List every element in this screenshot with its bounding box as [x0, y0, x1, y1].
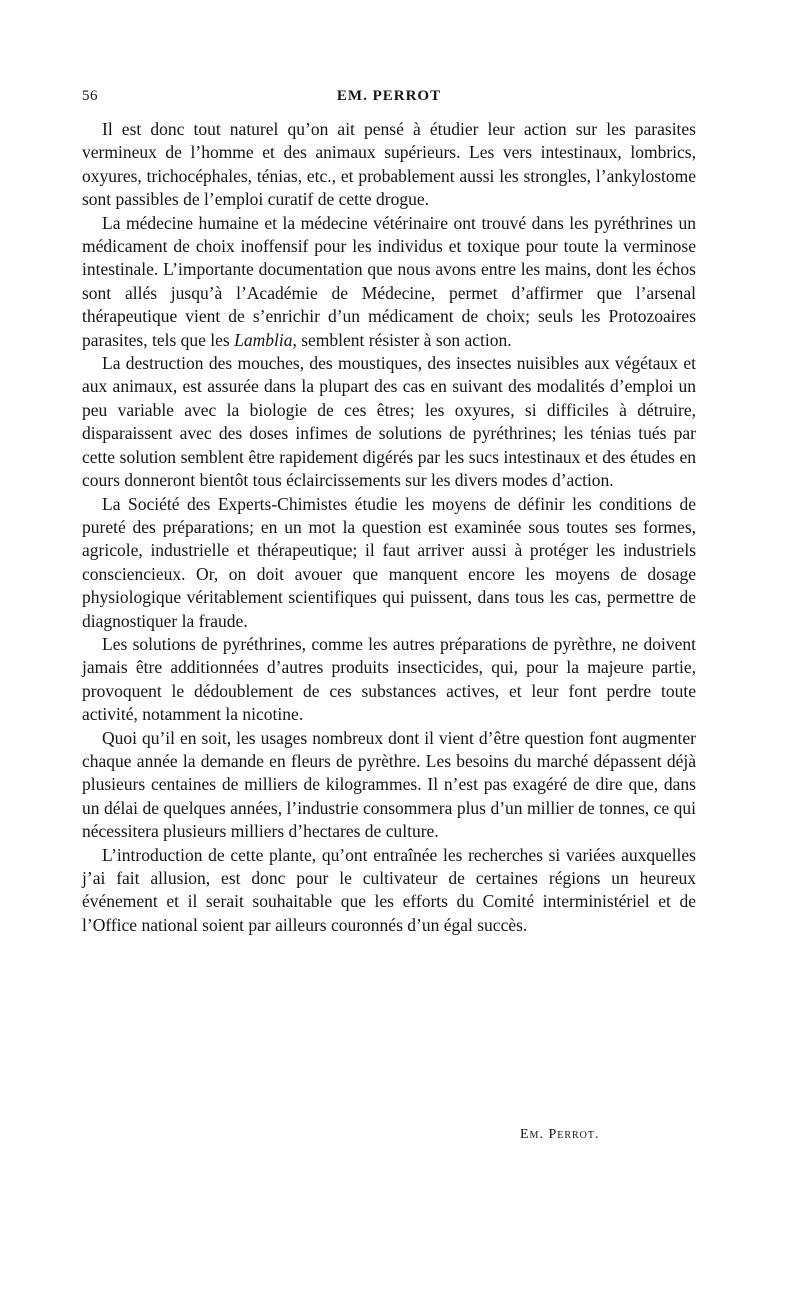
paragraph: L’introduction de cette plante, qu’ont entraînée les recherches si variées auxquelles j’ai fait allusion, est donc pour le cultivateur de certaines régions un heureux événement et il serait souhaitable que les efforts du Comité interministériel et de l’Office national soient par ailleurs couronnés d’un égal succès. [82, 844, 696, 935]
paragraph: La destruction des mouches, des moustiques, des insectes nuisibles aux végétaux et aux animaux, est assurée dans la plupart des cas en suivant des modalités d’emploi un peu variable avec la biologie de ces êtres; les oxyures, si difficiles à détruire, disparaissent avec des doses infimes de solutions de pyréthrines; les ténias tués par cette solution semblent être rapidement digérés par les sucs intestinaux et des études en cours donneront bientôt tous éclaircissements sur les divers modes d’action. [82, 353, 696, 491]
paragraph-text: La médecine humaine et la médecine vétérinaire ont trouvé dans les pyréthrines un médicament de choix inoffensif pour les individus et toxique pour toute la verminose intestinale. L’importante documentation que nous avons entre les mains, dont les échos sont allés jusqu’à l’Académie de Médecine, permet d’affirmer que l’arsenal thérapeutique vient de s’enrichir d’un médicament de choix; seuls les Protozoaires parasites, tels que les [82, 212, 696, 350]
paragraph: La Société des Experts-Chimistes étudie les moyens de définir les conditions de pureté des préparations; en un mot la question est examinée sous toutes ses formes, agricole, industrielle et thérapeutique; il faut arriver aussi à protéger les industriels consciencieux. Or, on doit avouer que manquent encore les moyens de dosage physiologique véritablement scientifiques qui puissent, dans tous les cas, permettre de diagnostiquer la fraude. [82, 493, 696, 631]
body-text [82, 118, 696, 937]
paragraph: Quoi qu’il en soit, les usages nombreux dont il vient d’être question font augmenter chaque année la demande en fleurs de pyrèthre. Les besoins du marché dépassent déjà plusieurs centaines de milliers de kilogrammes. Il n’est pas exagéré de dire que, dans un délai de quelques années, l’industrie consommera plus d’un millier de tonnes, ce qui nécessitera plusieurs milliers d’hectares de culture. [82, 727, 696, 842]
author-signature: Em. Perrot. [520, 1127, 600, 1142]
paragraph: Les solutions de pyréthrines, comme les autres préparations de pyrèthre, ne doivent jamais être additionnées d’autres produits insecticides, qui, pour la majeure partie, provoquent le dédoublement de ces substances actives, et leur font perdre toute activité, notamment la nicotine. [82, 633, 696, 725]
italic-genus-name: Lamblia [234, 329, 293, 350]
paragraph [82, 212, 696, 352]
paragraph-text: , semblent résister à son action. [292, 329, 512, 350]
page-number: 56 [82, 88, 98, 104]
paragraph: Il est donc tout naturel qu’on ait pensé à étudier leur action sur les parasites vermineux de l’homme et des animaux supérieurs. Les vers intestinaux, lombrics, oxyures, trichocéphales, ténias, etc., et probablement aussi les strongles, l’ankylostome sont passibles de l’emploi curatif de cette drogue. [82, 119, 696, 210]
running-title: EM. PERROT [336, 88, 442, 104]
running-head [82, 88, 696, 110]
